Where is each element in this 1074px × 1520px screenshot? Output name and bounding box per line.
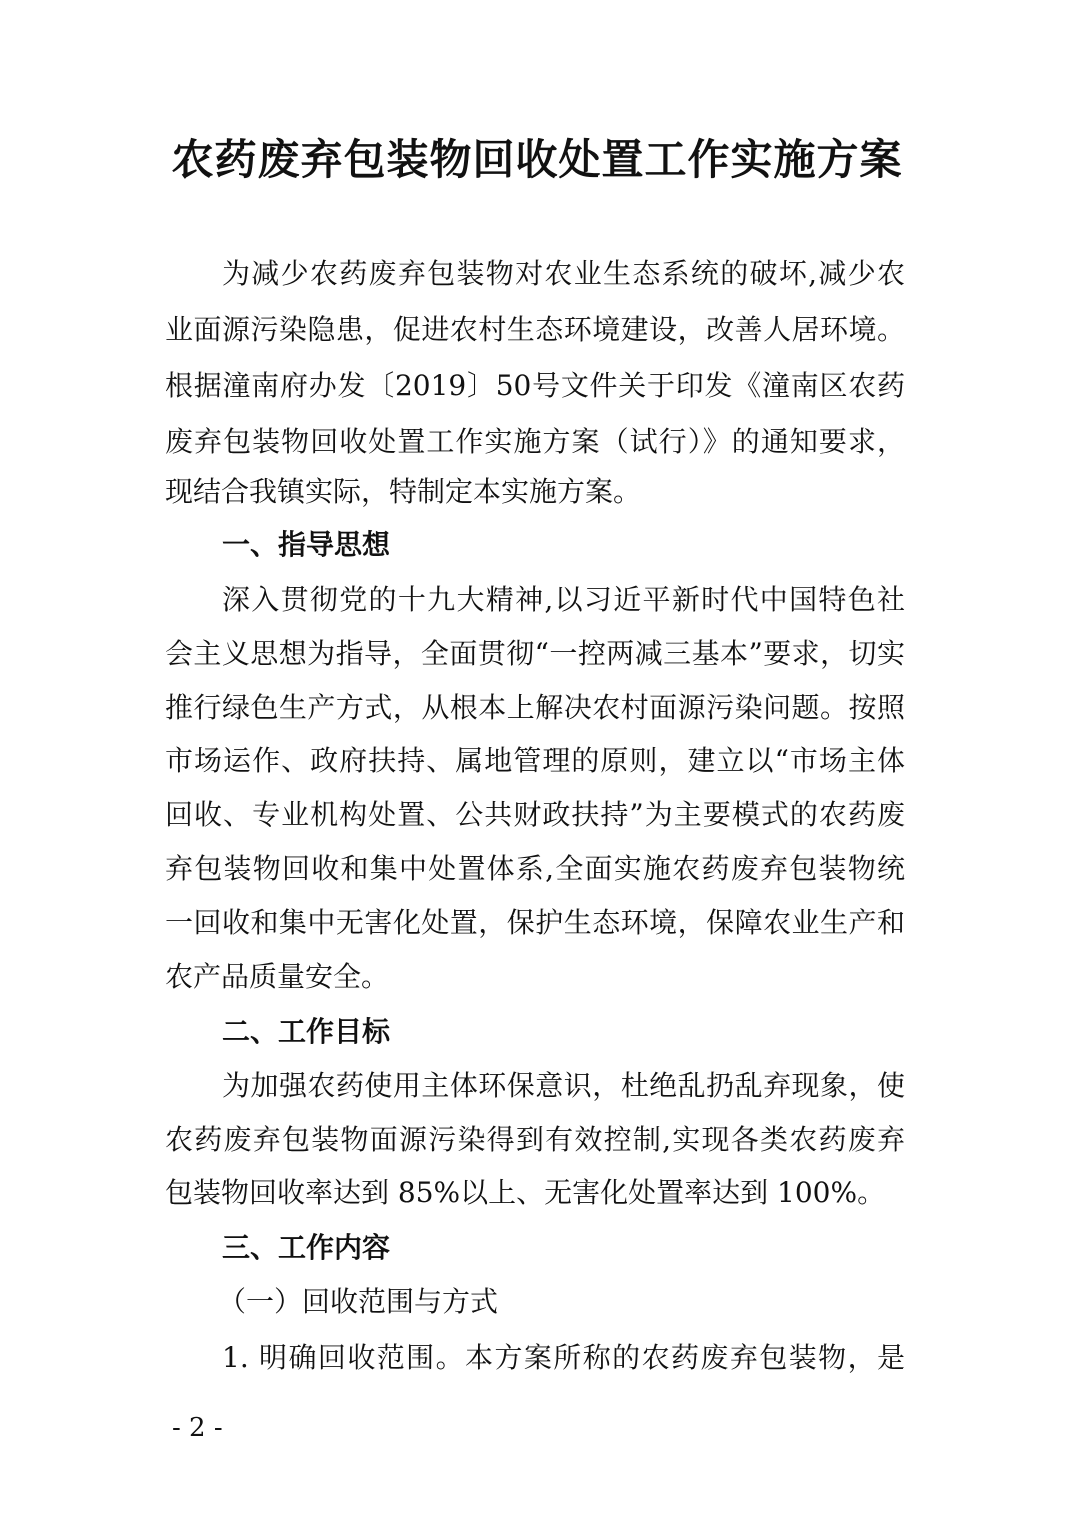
section1-line-2: 会主义思想为指导，全面贯彻“一控两减三基本”要求，切实 xyxy=(165,637,905,670)
section-heading-guiding-thought: 一、指导思想 xyxy=(222,528,391,561)
section1-line-5: 回收、专业机构处置、公共财政扶持”为主要模式的农药废 xyxy=(165,798,905,831)
section1-line-6: 弃包装物回收和集中处置体系,全面实施农药废弃包装物统 xyxy=(165,852,905,885)
section-heading-work-content: 三、工作内容 xyxy=(222,1231,391,1264)
intro-line-1: 为减少农药废弃包装物对农业生态系统的破坏,减少农 xyxy=(222,257,905,290)
section1-line-3: 推行绿色生产方式，从根本上解决农村面源污染问题。按照 xyxy=(165,691,905,724)
intro-line-4: 废弃包装物回收处置工作实施方案（试行）》的通知要求， xyxy=(165,425,905,458)
section1-line-7: 一回收和集中无害化处置，保护生态环境，保障农业生产和 xyxy=(165,906,905,939)
section1-line-1: 深入贯彻党的十九大精神,以习近平新时代中国特色社 xyxy=(222,583,905,616)
intro-line-2: 业面源污染隐患，促进农村生态环境建设，改善人居环境。 xyxy=(165,313,905,346)
section2-line-1: 为加强农药使用主体环保意识，杜绝乱扔乱弃现象，使 xyxy=(222,1069,905,1102)
section2-line-2: 农药废弃包装物面源污染得到有效控制,实现各类农药废弃 xyxy=(165,1123,905,1156)
page-number: - 2 - xyxy=(172,1413,223,1443)
intro-line-5: 现结合我镇实际，特制定本实施方案。 xyxy=(165,475,642,508)
section2-line-3: 包装物回收率达到 85%以上、无害化处置率达到 100%。 xyxy=(165,1176,886,1209)
section-heading-work-goals: 二、工作目标 xyxy=(222,1015,391,1048)
section1-line-8: 农产品质量安全。 xyxy=(165,960,390,993)
section1-line-4: 市场运作、政府扶持、属地管理的原则，建立以“市场主体 xyxy=(165,744,905,777)
document-title: 农药废弃包装物回收处置工作实施方案 xyxy=(171,135,903,184)
subsection-heading-scope: （一）回收范围与方式 xyxy=(218,1285,499,1318)
section3-item-1: 1. 明确回收范围。本方案所称的农药废弃包装物，是 xyxy=(222,1341,905,1374)
intro-line-3: 根据潼南府办发〔2019〕50号文件关于印发《潼南区农药 xyxy=(165,369,905,402)
